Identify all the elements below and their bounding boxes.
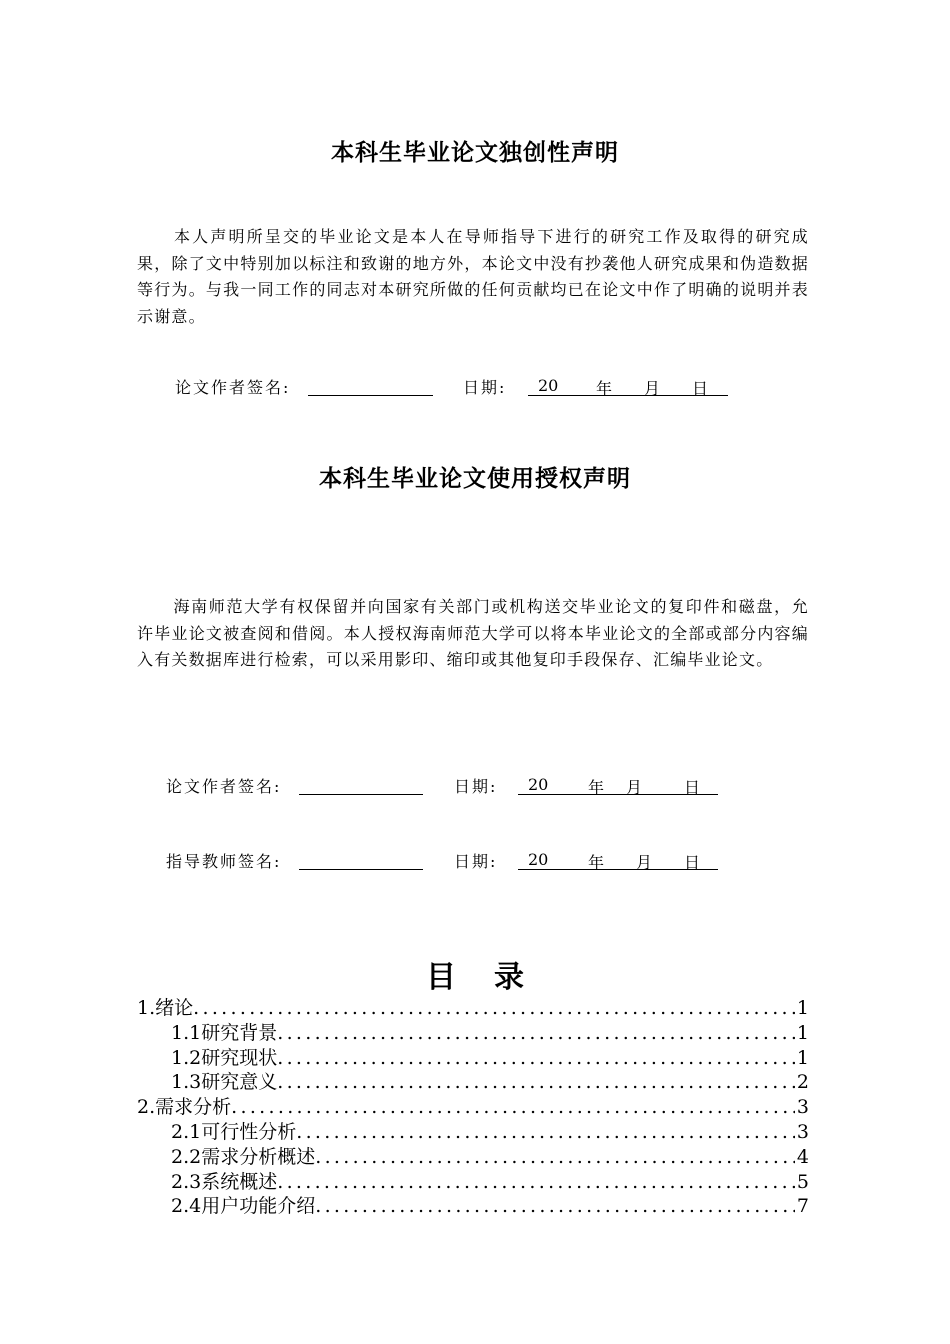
toc-entry-label: 2.1可行性分析 — [171, 1120, 297, 1143]
toc-entry-page: 3 — [796, 1120, 809, 1143]
toc-entry[interactable] — [137, 1021, 809, 1046]
toc-entry[interactable] — [137, 1145, 809, 1170]
toc-entry-label: 2.需求分析 — [137, 1096, 232, 1119]
originality-author-sign-label: 论文作者签名: — [175, 378, 291, 397]
authorization-advisor-date-day-unit: 日 — [684, 853, 701, 872]
authorization-author-sign-label: 论文作者签名: — [166, 777, 282, 796]
toc-entry-page: 5 — [796, 1170, 809, 1193]
originality-date-day-unit: 日 — [692, 379, 709, 398]
toc-entry-page: 4 — [796, 1145, 809, 1168]
toc-entry-label: 2.2需求分析概述 — [171, 1145, 316, 1168]
toc-leader-dots — [193, 996, 795, 1021]
originality-date-year: 20 — [538, 376, 559, 395]
toc-entry[interactable] — [137, 1120, 809, 1145]
originality-date-year-unit: 年 — [596, 379, 613, 398]
authorization-author-date-field[interactable] — [518, 775, 718, 795]
authorization-advisor-sign-blank[interactable] — [299, 851, 423, 870]
toc-entry[interactable] — [137, 996, 809, 1021]
toc-entry[interactable] — [137, 1194, 809, 1219]
originality-date-label: 日期: — [463, 378, 507, 397]
toc-entry-page: 2 — [796, 1071, 809, 1094]
toc-entry-page: 1 — [796, 1021, 809, 1044]
authorization-advisor-date-year-unit: 年 — [588, 853, 605, 872]
authorization-advisor-date-label: 日期: — [454, 852, 498, 871]
toc-leader-dots — [277, 1021, 795, 1046]
toc-leader-dots — [277, 1046, 795, 1071]
toc-leader-dots — [231, 1095, 795, 1120]
toc-entry-page: 1 — [796, 997, 809, 1019]
authorization-advisor-date-field[interactable] — [518, 850, 718, 870]
originality-date-month-unit: 月 — [644, 379, 661, 398]
authorization-author-date-day-unit: 日 — [684, 778, 701, 797]
authorization-paragraph-text: 海南师范大学有权保留并向国家有关部门或机构送交毕业论文的复印件和磁盘，允许毕业论文被查阅和借阅。本人授权海南师范大学可以将本毕业论文的全部或部分内容编入有关数据库进行检索，可以采用影印、缩印或其他复印手段保存、汇编毕业论文。 — [137, 597, 809, 669]
authorization-advisor-sign-label: 指导教师签名: — [166, 852, 282, 871]
authorization-title: 本科生毕业论文使用授权声明 — [319, 466, 631, 492]
toc-entry-page: 7 — [796, 1195, 809, 1218]
toc-leader-dots — [296, 1120, 795, 1145]
toc-title: 目录 — [426, 960, 562, 995]
toc-leader-dots — [277, 1070, 795, 1095]
originality-date-field[interactable] — [528, 376, 728, 396]
authorization-author-date-year: 20 — [528, 775, 549, 794]
toc-entry[interactable] — [137, 1095, 809, 1120]
toc-entry-label: 1.2研究现状 — [171, 1046, 278, 1069]
toc-entry-page: 3 — [796, 1096, 809, 1119]
table-of-contents — [137, 996, 809, 1219]
originality-author-sign-blank[interactable] — [308, 377, 433, 396]
toc-entry-label: 1.3研究意义 — [171, 1071, 278, 1094]
toc-leader-dots — [277, 1170, 795, 1195]
toc-entry-label: 1.1研究背景 — [171, 1021, 278, 1044]
toc-leader-dots — [315, 1145, 795, 1170]
authorization-author-date-label: 日期: — [454, 777, 498, 796]
toc-entry-label: 2.4用户功能介绍 — [171, 1195, 316, 1218]
authorization-author-date-year-unit: 年 — [588, 778, 605, 797]
authorization-paragraph — [137, 594, 809, 674]
originality-paragraph-text: 本人声明所呈交的毕业论文是本人在导师指导下进行的研究工作及取得的研究成果，除了文中特别加以标注和致谢的地方外，本论文中没有抄袭他人研究成果和伪造数据等行为。与我一同工作的同志对本研究所做的任何贡献均已在论文中作了明确的说明并表示谢意。 — [137, 227, 809, 326]
toc-entry[interactable] — [137, 1170, 809, 1195]
toc-entry[interactable] — [137, 1070, 809, 1095]
originality-title: 本科生毕业论文独创性声明 — [331, 140, 619, 166]
authorization-author-date-month-unit: 月 — [626, 778, 643, 797]
authorization-advisor-date-year: 20 — [528, 850, 549, 869]
toc-entry[interactable] — [137, 1046, 809, 1071]
toc-leader-dots — [315, 1194, 795, 1219]
originality-paragraph — [137, 224, 809, 330]
toc-entry-label: 2.3系统概述 — [171, 1170, 278, 1193]
authorization-author-sign-blank[interactable] — [299, 776, 423, 795]
toc-entry-page: 1 — [796, 1046, 809, 1069]
toc-entry-label: 1.绪论 — [137, 997, 194, 1019]
authorization-advisor-date-month-unit: 月 — [636, 853, 653, 872]
